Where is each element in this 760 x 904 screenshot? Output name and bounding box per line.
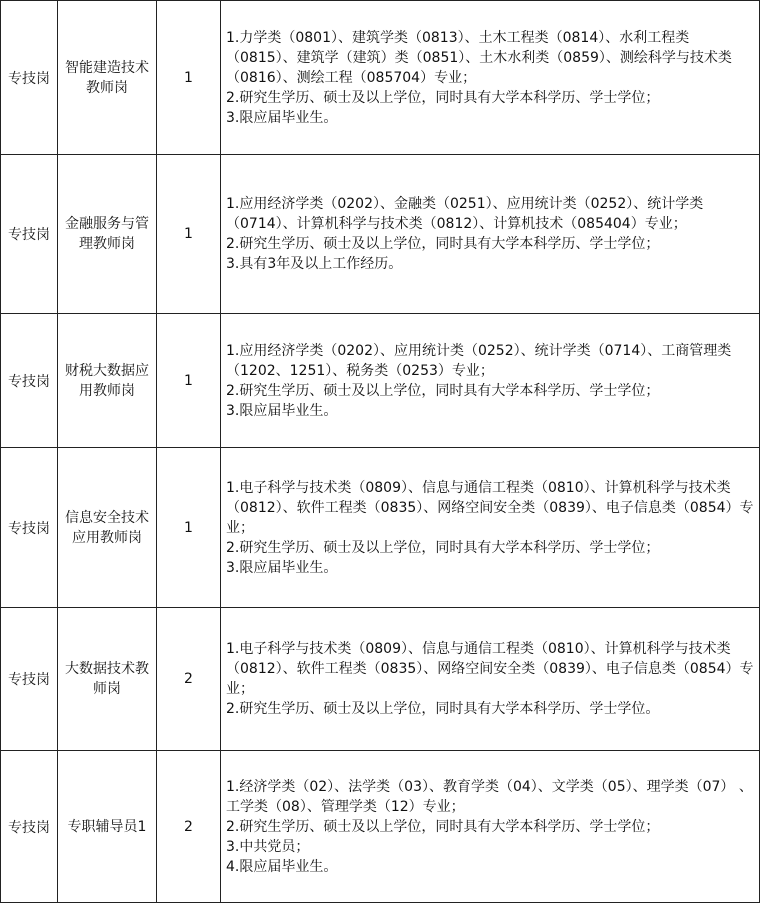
headcount-cell: 1 (157, 314, 221, 448)
requirement-line: 3.限应届毕业生。 (226, 402, 338, 419)
post-name-cell (58, 155, 157, 314)
post-name-cell (58, 751, 157, 903)
post-name: 专职辅导员1 (67, 818, 147, 835)
requirement-line: 3.限应届毕业生。 (226, 109, 338, 126)
headcount-cell: 1 (157, 155, 221, 314)
post-name-cell (58, 448, 157, 608)
requirement-line: 3.具有3年及以上工作经历。 (226, 256, 403, 272)
table-row (1, 608, 760, 751)
requirement-line: 2.研究生学历、硕士及以上学位，同时具有大学本科学历、学士学位； (226, 539, 660, 556)
requirements-cell (221, 448, 760, 608)
requirements-cell (221, 1, 760, 155)
requirement-line: 1.经济学类（02）、法学类（03）、教育学类（04）、文学类（05）、理学类（07） 、工学类（08）、管理学类（12）专业； (226, 778, 753, 815)
post-name: 大数据技术教师岗 (65, 661, 149, 697)
table-row (1, 448, 760, 608)
requirements-cell (221, 155, 760, 314)
requirement-line: 1.电子科学与技术类（0809）、信息与通信工程类（0810）、计算机科学与技术类（0812）、软件工程类（0835）、网络空间安全类（0839）、电子信息类（0854）专业； (226, 479, 754, 536)
post-type-cell: 专技岗 (1, 155, 58, 314)
requirement-line: 2.研究生学历、硕士及以上学位，同时具有大学本科学历、学士学位。 (226, 701, 660, 717)
requirement-line: 2.研究生学历、硕士及以上学位，同时具有大学本科学历、学士学位； (226, 236, 660, 252)
table-row (1, 314, 760, 448)
post-name: 智能建造技术教师岗 (65, 59, 149, 96)
post-name: 金融服务与管理教师岗 (65, 216, 149, 252)
post-name-cell (58, 314, 157, 448)
requirement-line: 2.研究生学历、硕士及以上学位，同时具有大学本科学历、学士学位； (226, 382, 660, 399)
table-row (1, 155, 760, 314)
post-type-cell: 专技岗 (1, 1, 58, 155)
post-name-cell (58, 1, 157, 155)
headcount-cell: 1 (157, 448, 221, 608)
table-row (1, 751, 760, 903)
requirement-line: 2.研究生学历、硕士及以上学位，同时具有大学本科学历、学士学位； (226, 89, 660, 106)
post-type-cell: 专技岗 (1, 314, 58, 448)
requirement-line: 3.中共党员； (226, 838, 310, 855)
requirements-cell (221, 314, 760, 448)
headcount-cell: 2 (157, 751, 221, 903)
headcount-cell: 1 (157, 1, 221, 155)
headcount-cell: 2 (157, 608, 221, 751)
requirement-line: 3.限应届毕业生。 (226, 559, 338, 576)
post-name: 财税大数据应用教师岗 (65, 362, 149, 399)
post-name: 信息安全技术应用教师岗 (65, 509, 149, 546)
post-type-cell: 专技岗 (1, 751, 58, 903)
requirements-cell (221, 608, 760, 751)
post-name-cell (58, 608, 157, 751)
post-type-cell: 专技岗 (1, 608, 58, 751)
requirement-line: 4.限应届毕业生。 (226, 858, 338, 875)
requirement-line: 1.应用经济学类（0202）、金融类（0251）、应用统计类（0252）、统计学类（0714）、计算机科学与技术类（0812）、计算机技术（085404）专业； (226, 196, 704, 232)
requirement-line: 1.电子科学与技术类（0809）、信息与通信工程类（0810）、计算机科学与技术类（0812）、软件工程类（0835）、网络空间安全类（0839）、电子信息类（0854）专业； (226, 641, 754, 697)
requirement-line: 1.应用经济学类（0202）、应用统计类（0252）、统计学类（0714）、工商管理类（1202、1251）、税务类（0253）专业； (226, 342, 732, 379)
requirement-line: 2.研究生学历、硕士及以上学位，同时具有大学本科学历、学士学位； (226, 818, 660, 835)
requirement-line: 1.力学类（0801）、建筑学类（0813）、土木工程类（0814）、水利工程类（0815）、建筑学（建筑）类（0851）、土木水利类（0859）、测绘科学与技术类（0816）、测绘工程（085704）专业； (226, 29, 732, 86)
requirements-cell (221, 751, 760, 903)
table-row (1, 1, 760, 155)
post-type-cell: 专技岗 (1, 448, 58, 608)
